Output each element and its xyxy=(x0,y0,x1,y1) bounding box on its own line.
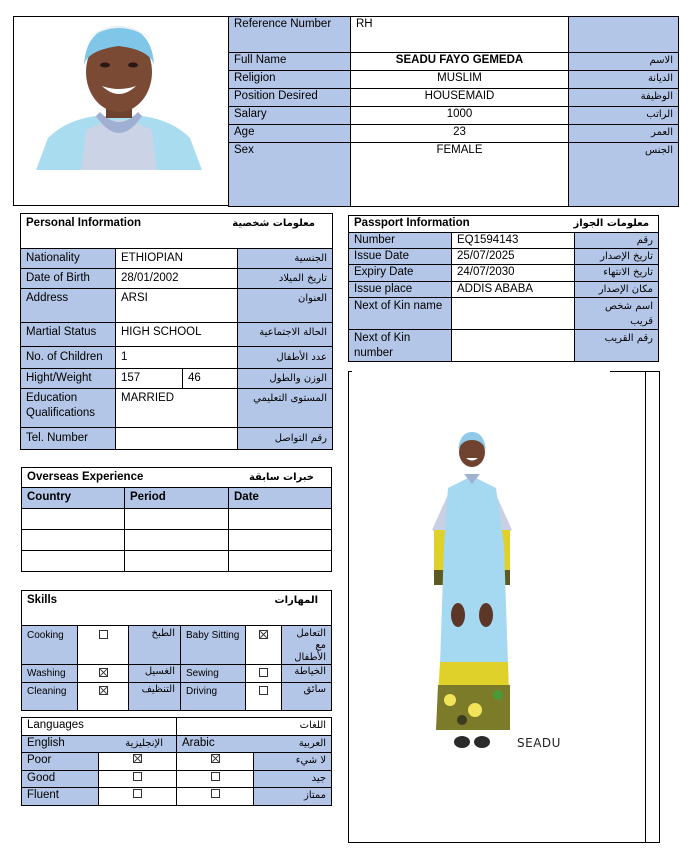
skill-washing-checkbox[interactable] xyxy=(78,665,129,683)
arabic-fluent-checkbox[interactable] xyxy=(177,788,254,806)
overseas-column-headers xyxy=(22,488,332,509)
table-row xyxy=(22,551,332,572)
nationality-label: Nationality xyxy=(21,249,116,269)
skill-cleaning-checkbox[interactable] xyxy=(78,683,129,711)
expiry-date-label-ar: تاريخ الانتهاء xyxy=(575,265,659,282)
age-label-ar: العمر xyxy=(569,125,679,143)
arabic-label-ar: العربية xyxy=(298,738,327,749)
expiry-date-row xyxy=(349,265,659,282)
kin-number-label: Next of Kin number xyxy=(349,330,452,362)
passport-header xyxy=(349,216,659,233)
level-fluent-label-ar: ممتاز xyxy=(254,788,332,806)
marital-status-row xyxy=(21,323,333,347)
sex-label: Sex xyxy=(229,143,351,207)
salary-value: 1000 xyxy=(351,107,569,125)
personal-info-table xyxy=(20,213,333,450)
passport-title: Passport Information xyxy=(354,217,470,229)
dob-value: 28/01/2002 xyxy=(116,269,238,289)
table-row xyxy=(22,509,332,530)
reference-label-ar xyxy=(569,17,679,53)
header-row-salary xyxy=(229,107,679,125)
header-row-sex xyxy=(229,143,679,207)
full-body-photo xyxy=(420,430,525,755)
skill-cooking-checkbox[interactable] xyxy=(78,626,129,665)
salary-label-ar: الراتب xyxy=(569,107,679,125)
english-good-checkbox[interactable] xyxy=(99,771,177,788)
checkbox-checked-icon xyxy=(211,754,220,763)
issue-place-row xyxy=(349,282,659,298)
period-cell xyxy=(125,551,229,572)
header-row-religion xyxy=(229,71,679,89)
languages-title: Languages xyxy=(22,718,177,736)
skills-row xyxy=(22,683,332,711)
children-row xyxy=(21,347,333,369)
personal-info-header xyxy=(21,214,333,249)
header-row-reference xyxy=(229,17,679,53)
issue-date-row xyxy=(349,249,659,265)
reference-label: Reference Number xyxy=(229,17,351,53)
skill-babysitting-label-ar: التعامل مع الأطفال xyxy=(282,626,332,665)
skill-sewing-checkbox[interactable] xyxy=(246,665,282,683)
skill-babysitting-checkbox[interactable] xyxy=(246,626,282,665)
kin-name-label-ar: اسم شخص قريب xyxy=(575,298,659,330)
skill-sewing-label: Sewing xyxy=(181,665,246,683)
overseas-title-ar: خبرات سابقة xyxy=(248,472,315,483)
arabic-label: Arabic xyxy=(182,737,215,749)
languages-header xyxy=(22,718,332,736)
education-label-ar: المستوى التعليمي xyxy=(238,389,333,428)
header-table xyxy=(228,16,679,207)
column-date: Date xyxy=(229,488,332,509)
passport-number-row xyxy=(349,233,659,249)
kin-number-label-ar: رقم القريب xyxy=(575,330,659,362)
kin-name-row xyxy=(349,298,659,330)
skill-cooking-label: Cooking xyxy=(22,626,78,665)
date-cell xyxy=(229,530,332,551)
nationality-label-ar: الجنسية xyxy=(238,249,333,269)
kin-number-row xyxy=(349,330,659,362)
position-label: Position Desired xyxy=(229,89,351,107)
children-value: 1 xyxy=(116,347,238,369)
kin-name-label: Next of Kin name xyxy=(349,298,452,330)
languages-title-ar: اللغات xyxy=(177,718,332,736)
period-cell xyxy=(125,530,229,551)
skill-cleaning-label-ar: التنظيف xyxy=(129,683,181,711)
photo-frame-inner-line xyxy=(645,371,646,843)
nationality-row xyxy=(21,249,333,269)
dob-label-ar: تاريخ الميلاد xyxy=(238,269,333,289)
checkbox-checked-icon xyxy=(99,686,108,695)
issue-place-label: Issue place xyxy=(349,282,452,298)
full-name-label: Full Name xyxy=(229,53,351,71)
skills-header xyxy=(22,591,332,626)
header-row-full-name xyxy=(229,53,679,71)
english-label-ar: الإنجليزية xyxy=(125,738,164,749)
skills-title-ar: المهارات xyxy=(274,595,319,606)
marital-status-label-ar: الحالة الاجتماعية xyxy=(238,323,333,347)
marital-status-label: Martial Status xyxy=(21,323,116,347)
languages-table xyxy=(21,717,332,806)
passport-number-label: Number xyxy=(349,233,452,249)
height-weight-label-ar: الوزن والطول xyxy=(238,369,333,389)
column-country: Country xyxy=(22,488,125,509)
height-weight-label: Hight/Weight xyxy=(21,369,116,389)
overseas-experience-table xyxy=(21,467,332,572)
skills-table xyxy=(21,590,332,711)
salary-label: Salary xyxy=(229,107,351,125)
sex-label-ar: الجنس xyxy=(569,143,679,207)
checkbox-checked-icon xyxy=(99,668,108,677)
expiry-date-label: Expiry Date xyxy=(349,265,452,282)
checkbox-unchecked-icon xyxy=(133,789,142,798)
age-value: 23 xyxy=(351,125,569,143)
overseas-header xyxy=(22,468,332,488)
tel-label: Tel. Number xyxy=(21,428,116,450)
arabic-poor-checkbox[interactable] xyxy=(177,753,254,771)
skill-washing-label-ar: الغسيل xyxy=(129,665,181,683)
passport-title-ar: معلومات الجواز xyxy=(573,218,650,229)
personal-info-title: Personal Information xyxy=(26,217,142,229)
full-name-label-ar: الاسم xyxy=(569,53,679,71)
reference-value: RH xyxy=(351,17,569,53)
expiry-date-value: 24/07/2030 xyxy=(452,265,575,282)
issue-place-value: ADDIS ABABA xyxy=(452,282,575,298)
headshot-photo xyxy=(26,20,212,170)
education-label: Education Qualifications xyxy=(21,389,116,428)
level-fluent-label: Fluent xyxy=(22,788,99,806)
kin-number-value xyxy=(452,330,575,362)
position-value: HOUSEMAID xyxy=(351,89,569,107)
skill-driving-label-ar: سائق xyxy=(282,683,332,711)
tel-label-ar: رقم التواصل xyxy=(238,428,333,450)
level-good-label: Good xyxy=(22,771,99,788)
full-name-value: SEADU FAYO GEMEDA xyxy=(351,53,569,71)
language-level-row xyxy=(22,771,332,788)
skill-driving-label: Driving xyxy=(181,683,246,711)
level-good-label-ar: جيد xyxy=(254,771,332,788)
skills-title: Skills xyxy=(27,594,58,606)
table-row xyxy=(22,530,332,551)
skill-washing-label: Washing xyxy=(22,665,78,683)
kin-name-value xyxy=(452,298,575,330)
languages-column-headers xyxy=(22,736,332,753)
language-level-row xyxy=(22,753,332,771)
checkbox-unchecked-icon xyxy=(99,630,108,639)
skill-driving-checkbox[interactable] xyxy=(246,683,282,711)
weight-value: 46 xyxy=(183,369,238,389)
age-label: Age xyxy=(229,125,351,143)
arabic-good-checkbox[interactable] xyxy=(177,771,254,788)
checkbox-unchecked-icon xyxy=(259,668,268,677)
photo-frame-top-right-line xyxy=(610,371,660,372)
passport-number-label-ar: رقم xyxy=(575,233,659,249)
tel-row xyxy=(21,428,333,450)
religion-value: MUSLIM xyxy=(351,71,569,89)
level-poor-label: Poor xyxy=(22,753,99,771)
height-weight-row xyxy=(21,369,333,389)
position-label-ar: الوظيفة xyxy=(569,89,679,107)
header-row-position xyxy=(229,89,679,107)
period-cell xyxy=(125,509,229,530)
address-value: ARSI xyxy=(116,289,238,323)
marital-status-value: HIGH SCHOOL xyxy=(116,323,238,347)
skills-row xyxy=(22,626,332,665)
children-label-ar: عدد الأطفال xyxy=(238,347,333,369)
personal-info-title-ar: معلومات شخصية xyxy=(232,218,315,229)
checkbox-unchecked-icon xyxy=(211,772,220,781)
sex-value: FEMALE xyxy=(351,143,569,207)
passport-info-table xyxy=(348,215,659,362)
header-row-age xyxy=(229,125,679,143)
overseas-title: Overseas Experience xyxy=(27,471,144,483)
passport-number-value: EQ1594143 xyxy=(452,233,575,249)
english-fluent-checkbox[interactable] xyxy=(99,788,177,806)
address-row xyxy=(21,289,333,323)
photo-caption: SEADU xyxy=(517,736,561,750)
nationality-value: ETHIOPIAN xyxy=(116,249,238,269)
language-level-row xyxy=(22,788,332,806)
skill-babysitting-label: Baby Sitting xyxy=(181,626,246,665)
skill-cooking-label-ar: الطبخ xyxy=(129,626,181,665)
religion-label-ar: الديانة xyxy=(569,71,679,89)
country-cell xyxy=(22,509,125,530)
dob-label: Date of Birth xyxy=(21,269,116,289)
tel-value xyxy=(116,428,238,450)
skills-row xyxy=(22,665,332,683)
date-cell xyxy=(229,551,332,572)
issue-date-label: Issue Date xyxy=(349,249,452,265)
address-label-ar: العنوان xyxy=(238,289,333,323)
date-cell xyxy=(229,509,332,530)
country-cell xyxy=(22,551,125,572)
religion-label: Religion xyxy=(229,71,351,89)
dob-row xyxy=(21,269,333,289)
level-poor-label-ar: لا شيء xyxy=(254,753,332,771)
skill-sewing-label-ar: الخياطة xyxy=(282,665,332,683)
checkbox-unchecked-icon xyxy=(133,772,142,781)
checkbox-checked-icon xyxy=(259,630,268,639)
education-value: MARRIED xyxy=(116,389,238,428)
address-label: Address xyxy=(21,289,116,323)
checkbox-unchecked-icon xyxy=(211,789,220,798)
checkbox-unchecked-icon xyxy=(259,686,268,695)
issue-place-label-ar: مكان الإصدار xyxy=(575,282,659,298)
checkbox-checked-icon xyxy=(133,754,142,763)
issue-date-label-ar: تاريخ الإصدار xyxy=(575,249,659,265)
english-poor-checkbox[interactable] xyxy=(99,753,177,771)
photo-frame-top-left-tick xyxy=(348,371,352,372)
skill-cleaning-label: Cleaning xyxy=(22,683,78,711)
height-value: 157 xyxy=(116,369,183,389)
country-cell xyxy=(22,530,125,551)
column-period: Period xyxy=(125,488,229,509)
children-label: No. of Children xyxy=(21,347,116,369)
education-row xyxy=(21,389,333,428)
issue-date-value: 25/07/2025 xyxy=(452,249,575,265)
english-label: English xyxy=(27,737,65,749)
